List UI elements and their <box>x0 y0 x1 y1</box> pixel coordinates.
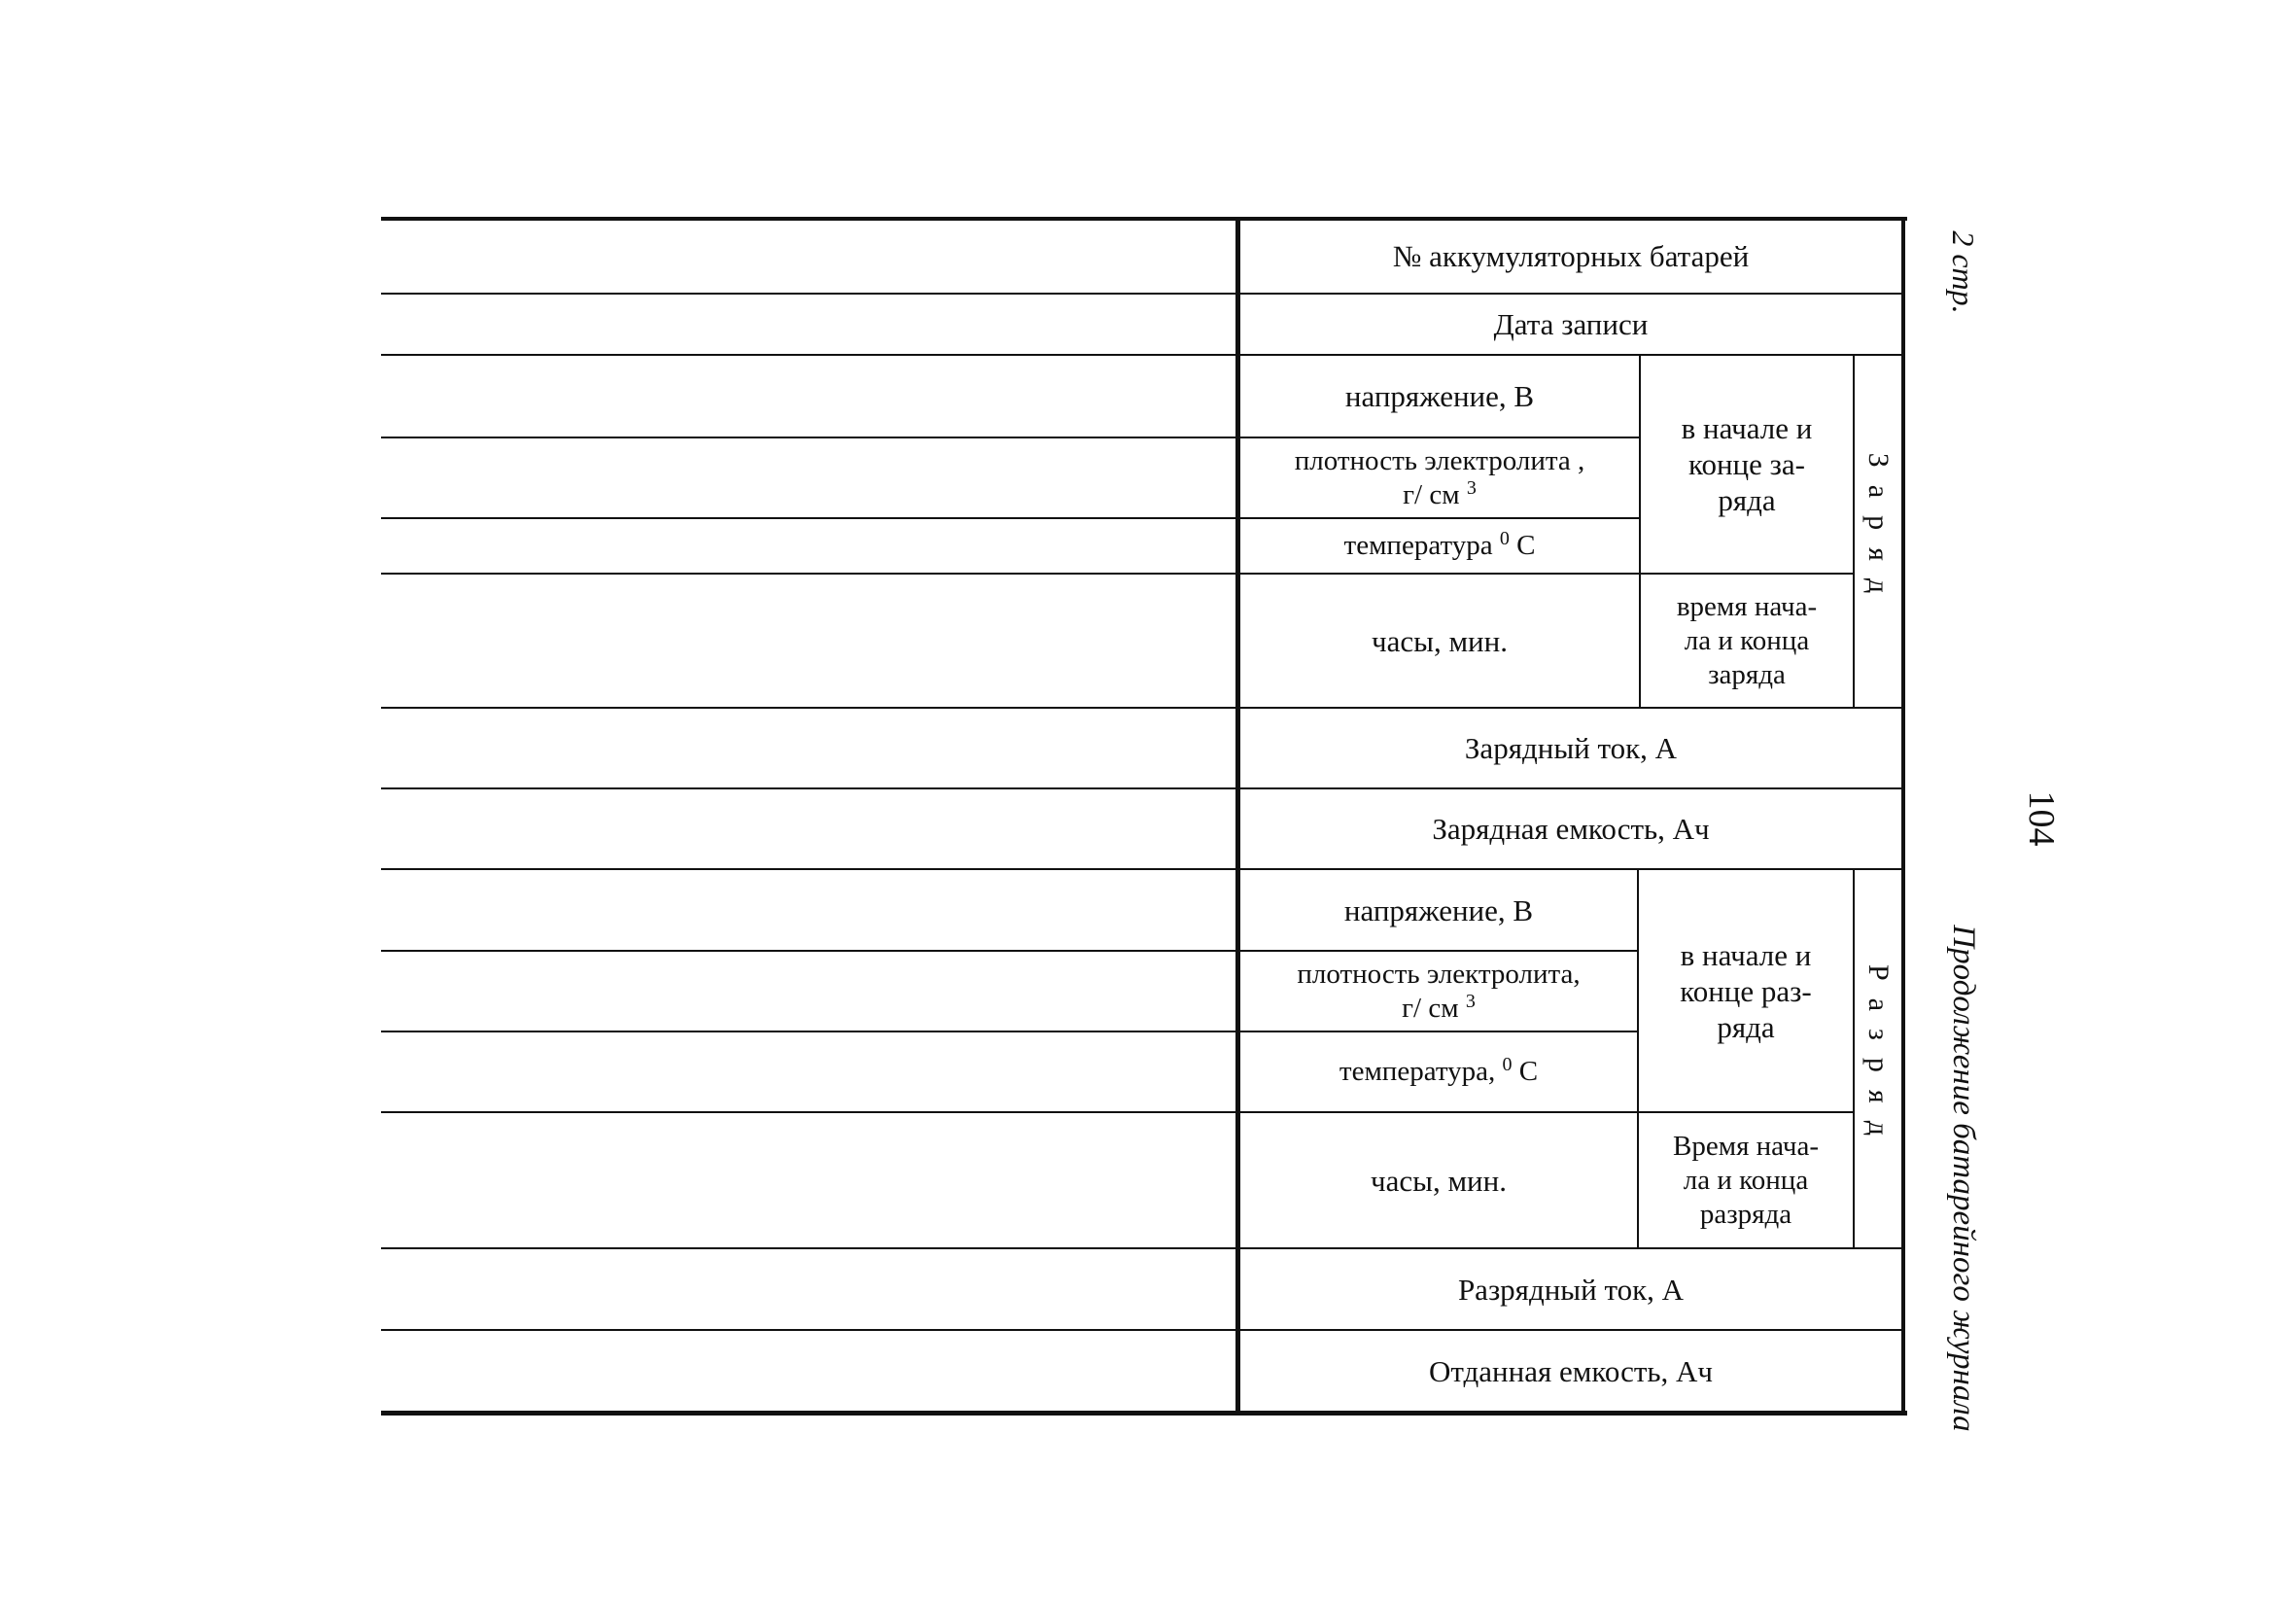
charge-time-header: время нача- ла и конца заряда <box>1676 590 1818 690</box>
record-date-label: Дата записи <box>1493 307 1649 341</box>
discharged-capacity-header: Отданная емкость, Ач <box>1428 1353 1714 1388</box>
table-bottom-border <box>381 1411 1907 1416</box>
charge-begin-end-header: в начале и конце за- ряда <box>1681 411 1813 517</box>
discharge-begin-end-header: в начале и конце раз- ряда <box>1680 937 1812 1044</box>
journal-caption: Продолжение батарейного журнала <box>1946 925 1981 1432</box>
charge-capacity-header: Зарядная емкость, Ач <box>1432 812 1710 846</box>
table-right-border <box>1901 217 1905 1415</box>
charge-current-header: Зарядный ток, А <box>1464 731 1678 765</box>
discharge-time-header: Время нача- ла и конца разряда <box>1673 1130 1819 1230</box>
discharge-hours-header: часы, мин. <box>1371 1163 1507 1198</box>
discharge-current-header: Разрядный ток, А <box>1457 1272 1685 1307</box>
charge-temperature-header: температура $^0$ С <box>1343 528 1536 561</box>
charge-hours-header: часы, мин. <box>1372 623 1508 658</box>
record-date-header <box>1240 295 1901 354</box>
discharge-group-label: Разряд <box>1862 964 1896 1153</box>
charge-voltage-header: напряжение, В <box>1344 379 1535 413</box>
battery-number-label: № аккумуляторных батарей <box>1392 238 1750 273</box>
discharge-temperature-header: температура, $^0$ С <box>1339 1054 1539 1087</box>
sheet-label: 2 стр. <box>1946 230 1981 314</box>
battery-number-header <box>1240 219 1901 293</box>
charge-group-label: Заряд <box>1862 452 1896 611</box>
charge-density-header: плотность электролита , г/ см $^3$ <box>1294 444 1585 510</box>
discharge-voltage-header: напряжение, В <box>1343 892 1534 927</box>
discharge-density-header: плотность электролита, г/ см $^3$ <box>1297 958 1581 1024</box>
page-number: 104 <box>2021 790 2062 847</box>
